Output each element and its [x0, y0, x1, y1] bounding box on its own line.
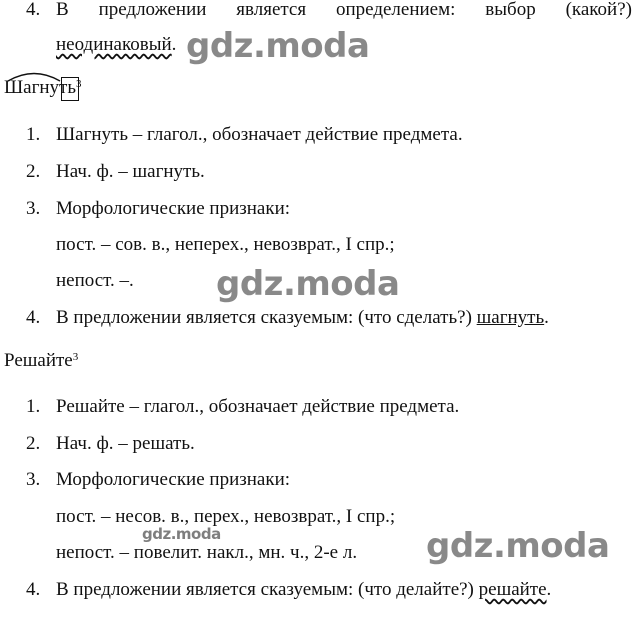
period: .	[546, 579, 552, 600]
word2-heading	[4, 349, 78, 373]
item-text: Шагнуть – глагол., обозначает действие предмета.	[56, 124, 463, 145]
watermark-logo-small: gdz.moda	[142, 525, 221, 543]
heading-text: Решайте	[4, 350, 73, 371]
underlined-word: решайте	[478, 579, 547, 600]
item-text	[56, 306, 549, 330]
item-text	[56, 578, 551, 602]
item-number: 3.	[26, 469, 41, 490]
word1-const-features: пост. – сов. в., неперех., невозврат., I спр.;	[56, 234, 395, 255]
word: В	[56, 0, 69, 20]
item-number: 2.	[26, 433, 41, 454]
heading-text: Шагнуть	[4, 77, 77, 98]
watermark-logo: gdz.moda	[186, 26, 370, 66]
item-text: Морфологические признаки:	[56, 198, 291, 219]
item-text-part: В предложении является сказуемым: (что делайте?)	[56, 579, 479, 600]
item-number: 4.	[26, 307, 41, 328]
item-text: Нач. ф. – решать.	[56, 433, 195, 454]
item-text	[56, 0, 632, 22]
item-text: Решайте – глагол., обозначает действие предмета.	[56, 396, 460, 417]
item-number: 4.	[26, 579, 41, 600]
top-item-4	[0, 0, 638, 22]
word: является	[236, 0, 307, 20]
word: предложении	[98, 0, 207, 20]
word: выбор	[485, 0, 536, 20]
item-number: 1.	[26, 124, 41, 145]
heading-sup: 3	[76, 78, 82, 90]
item-number: 3.	[26, 198, 41, 219]
underlined-word: шагнуть	[476, 307, 545, 328]
watermark-logo: gdz.moda	[426, 526, 610, 566]
item-text-part: В предложении является сказуемым: (что сделать?)	[56, 307, 477, 328]
item-text: Нач. ф. – шагнуть.	[56, 161, 205, 182]
period: .	[544, 307, 549, 328]
word1-heading	[4, 76, 82, 100]
word: определением:	[335, 0, 456, 20]
item-number: 1.	[26, 396, 41, 417]
word2-const-features: пост. – несов. в., перех., невозврат., I спр.;	[56, 506, 396, 527]
item-text: Морфологические признаки:	[56, 469, 291, 490]
heading-sup: 3	[72, 351, 79, 363]
word1-nonconst-features: непост. –.	[56, 270, 134, 291]
watermark-logo: gdz.moda	[216, 264, 400, 304]
underlined-word: неодинаковый	[56, 34, 172, 55]
word2-nonconst-features: непост. – повелит. накл., мн. ч., 2-е л.	[56, 542, 358, 563]
period: .	[171, 34, 177, 55]
word: (какой?)	[565, 0, 632, 20]
item-number: 2.	[26, 161, 41, 182]
item-number: 4.	[26, 0, 41, 20]
top-item-4-continuation	[56, 33, 176, 57]
